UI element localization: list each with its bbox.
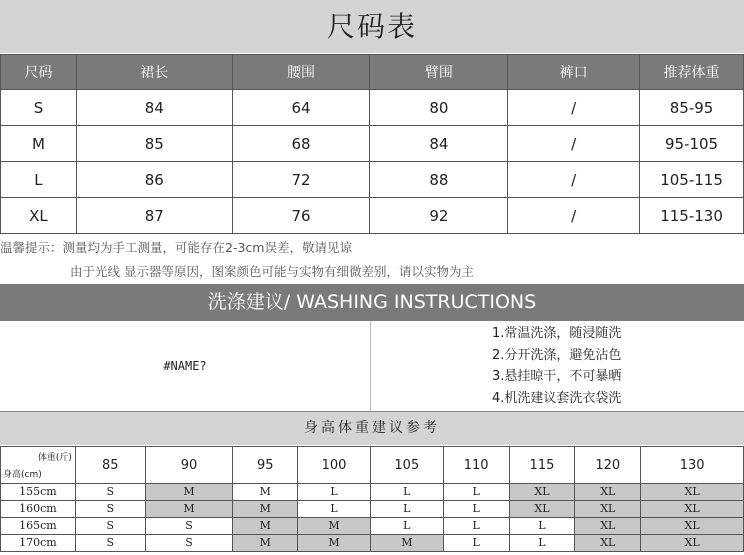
header-weight: 推荐体重 [640, 55, 744, 90]
header-arm: 臂围 [370, 55, 508, 90]
height-weight-reference-title: 身高体重建议参考 [0, 412, 744, 445]
size-cell: L [370, 518, 443, 535]
table-row [1, 501, 744, 518]
table-cell: 76 [232, 198, 370, 234]
size-cell: M [233, 518, 298, 535]
size-cell: XL [575, 518, 641, 535]
table-cell: 85 [76, 126, 232, 162]
table-row [1, 518, 744, 535]
table-cell: / [508, 162, 640, 198]
weight-header: 105 [370, 447, 443, 484]
table-cell: 92 [370, 198, 508, 234]
reference-header-row [1, 447, 744, 484]
tip-line-measurement: 温馨提示：测量均为手工测量，可能存在2-3cm误差，敬请见谅 [0, 240, 352, 255]
table-cell: 105-115 [640, 162, 744, 198]
size-cell: XL [641, 535, 744, 552]
weight-header: 130 [641, 447, 744, 484]
size-cell: L [443, 518, 509, 535]
table-cell: S [1, 90, 77, 126]
page-title: 尺码表 [0, 0, 744, 53]
height-cell: 155cm [1, 484, 76, 501]
size-chart-header-row [1, 55, 744, 90]
size-cell: S [75, 501, 145, 518]
table-cell: 84 [76, 90, 232, 126]
header-hem: 裤口 [508, 55, 640, 90]
tip-line-color: 由于光线 显示器等原因，图案颜色可能与实物有细微差别，请以实物为主 [70, 264, 474, 279]
size-cell: M [298, 535, 371, 552]
list-item: 2.分开洗涤，避免沾色 [492, 347, 622, 363]
size-cell: L [443, 484, 509, 501]
weight-header: 110 [443, 447, 509, 484]
weight-header: 95 [233, 447, 298, 484]
height-cell: 165cm [1, 518, 76, 535]
size-cell: L [298, 484, 371, 501]
size-cell: XL [641, 484, 744, 501]
table-cell: 84 [370, 126, 508, 162]
size-cell: M [145, 484, 233, 501]
size-cell: S [145, 535, 233, 552]
size-cell: S [75, 518, 145, 535]
size-cell: L [443, 501, 509, 518]
washing-instructions-panel [0, 321, 744, 412]
table-cell: M [1, 126, 77, 162]
table-cell: 68 [232, 126, 370, 162]
table-cell: / [508, 126, 640, 162]
header-size: 尺码 [1, 55, 77, 90]
table-cell: 115-130 [640, 198, 744, 234]
table-row [1, 162, 744, 198]
table-cell: / [508, 90, 640, 126]
size-cell: S [75, 484, 145, 501]
size-chart-table [0, 54, 744, 234]
header-waist: 腰围 [232, 55, 370, 90]
size-cell: L [509, 518, 575, 535]
size-cell: M [233, 484, 298, 501]
size-cell: L [370, 484, 443, 501]
size-cell: XL [575, 501, 641, 518]
table-cell: 88 [370, 162, 508, 198]
table-cell: 87 [76, 198, 232, 234]
table-row [1, 126, 744, 162]
height-cell: 170cm [1, 535, 76, 552]
weight-header: 90 [145, 447, 233, 484]
height-weight-reference-table [0, 446, 744, 552]
washing-instructions-title: 洗涤建议/ WASHING INSTRUCTIONS [0, 284, 744, 321]
list-item: 3.悬挂晾干，不可暴晒 [492, 369, 622, 384]
size-cell: M [298, 518, 371, 535]
weight-header: 115 [509, 447, 575, 484]
size-cell: XL [509, 501, 575, 518]
size-cell: L [370, 501, 443, 518]
size-cell: M [145, 501, 233, 518]
weight-header: 120 [575, 447, 641, 484]
table-row [1, 198, 744, 234]
size-cell: S [75, 535, 145, 552]
weight-header: 100 [298, 447, 371, 484]
table-cell: L [1, 162, 77, 198]
size-cell: S [145, 518, 233, 535]
size-cell: XL [575, 535, 641, 552]
table-cell: 64 [232, 90, 370, 126]
header-skirt-length: 裙长 [76, 55, 232, 90]
corner-header-cell [1, 447, 76, 484]
size-cell: M [233, 535, 298, 552]
table-cell: 80 [370, 90, 508, 126]
corner-weight-label: 体重(斤) [37, 453, 72, 463]
height-cell: 160cm [1, 501, 76, 518]
washing-placeholder-text: #NAME? [0, 321, 371, 411]
table-row [1, 90, 744, 126]
table-cell: / [508, 198, 640, 234]
size-cell: XL [641, 518, 744, 535]
list-item: 4.机洗建议套洗衣袋洗 [492, 390, 622, 406]
size-cell: XL [575, 484, 641, 501]
table-cell: 86 [76, 162, 232, 198]
size-cell: L [298, 501, 371, 518]
table-cell: 72 [232, 162, 370, 198]
size-cell: L [509, 535, 575, 552]
list-item: 1.常温洗涤，随浸随洗 [492, 326, 622, 341]
weight-header: 85 [75, 447, 145, 484]
size-cell: M [233, 501, 298, 518]
measurement-tips [0, 236, 744, 284]
size-cell: M [370, 535, 443, 552]
table-cell: 95-105 [640, 126, 744, 162]
size-cell: XL [509, 484, 575, 501]
corner-height-label: 身高(cm) [3, 470, 42, 480]
table-row [1, 535, 744, 552]
size-cell: L [443, 535, 509, 552]
table-row [1, 484, 744, 501]
table-cell: 85-95 [640, 90, 744, 126]
table-cell: XL [1, 198, 77, 234]
size-cell: XL [641, 501, 744, 518]
washing-instruction-list [492, 323, 621, 409]
